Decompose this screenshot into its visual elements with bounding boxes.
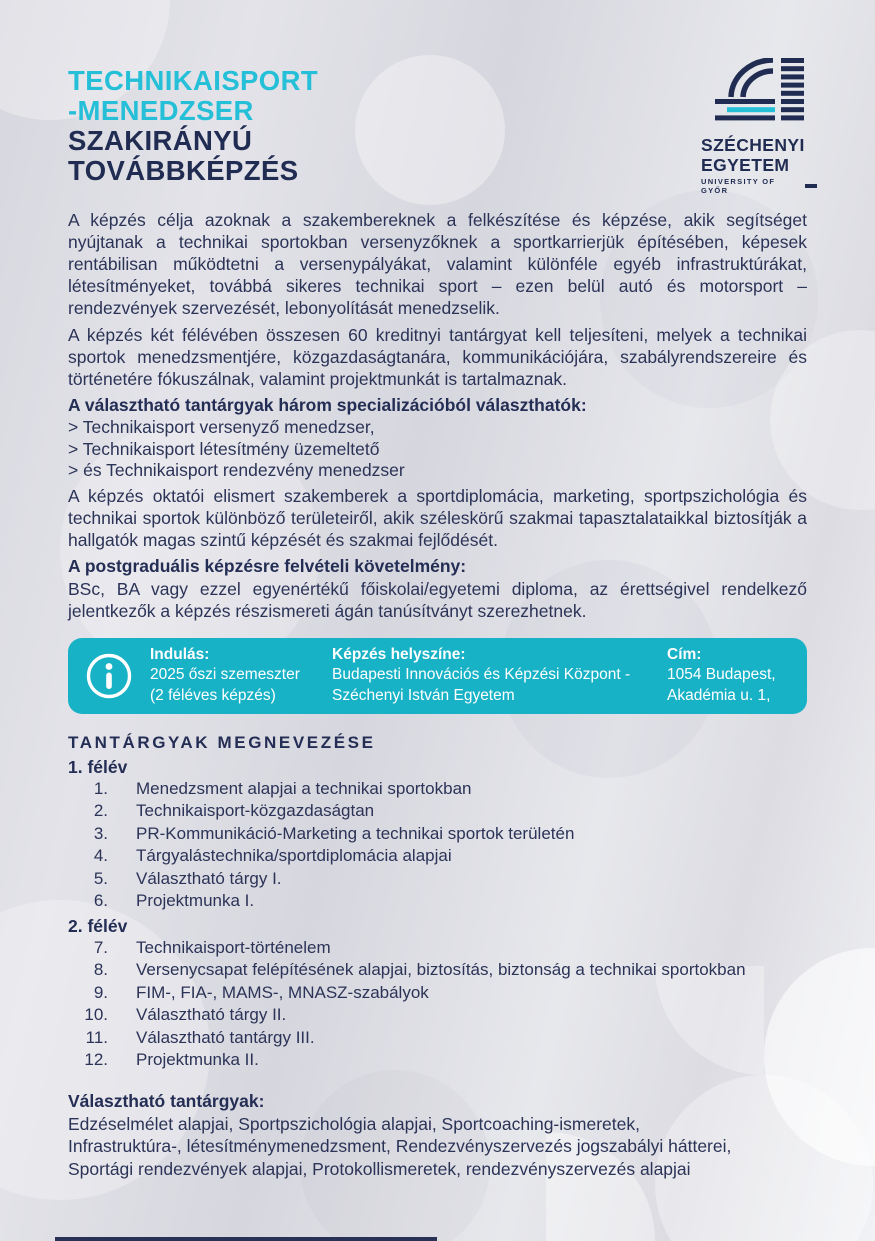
- info-address-line1: 1054 Budapest,: [667, 666, 776, 684]
- subject-title: Választható tantárgy III.: [136, 1027, 315, 1047]
- info-col-start: [150, 645, 332, 707]
- subject-row: [68, 823, 807, 846]
- electives-line: Infrastruktúra-, létesítménymenedzsment, Rendezvényszervezés jogszabályi hátterei,: [68, 1136, 732, 1157]
- subject-title: Projektmunka I.: [136, 891, 255, 910]
- semester-2-label: 2. félév: [68, 915, 128, 936]
- logo-dash: [805, 184, 817, 188]
- subject-title: Projektmunka II.: [136, 1050, 259, 1069]
- specializations-list: [68, 417, 807, 482]
- info-location-line2: Széchenyi István Egyetem: [332, 686, 515, 704]
- info-box: [68, 638, 807, 714]
- logo-subtitle: UNIVERSITY OF GYŐR: [701, 177, 776, 195]
- info-icon: [68, 652, 150, 700]
- electives-list: [68, 1113, 807, 1181]
- university-logo: [701, 58, 817, 195]
- requirements-text: BSc, BA vagy ezzel egyenértékű főiskolai/egyetemi diploma, az érettségivel rendelkező jelentkezők a képzés részismereti ágán tanúsítványt szerezhetnek.: [68, 578, 807, 621]
- subject-number: 9.: [93, 982, 108, 1002]
- info-start-line1: 2025 őszi szemeszter: [150, 666, 300, 684]
- subject-title: Menedzsment alapjai a technikai sportokban: [136, 778, 472, 798]
- info-start-label: Indulás:: [150, 645, 210, 663]
- specialization-item: > Technikaisport létesítmény üzemeltető: [68, 438, 380, 459]
- subject-number: 11.: [85, 1027, 108, 1047]
- subject-row: [68, 1004, 807, 1027]
- subject-number: 3.: [93, 823, 108, 843]
- subject-number: 2.: [93, 801, 108, 820]
- logo-name-line2: EGYETEM: [701, 155, 790, 175]
- subject-title: Választható tárgy II.: [136, 1005, 287, 1024]
- title-line-4: TOVÁBBKÉPZÉS: [68, 155, 299, 186]
- info-icon-glyph: [85, 652, 133, 700]
- title-line-1: TECHNIKAISPORT: [68, 65, 319, 96]
- paragraph-purpose: A képzés célja azoknak a szakembereknek a felkészítése és képzése, akik segítséget nyújtanak a technikai sportokban versenyzőknek a sportkarrierjük építésében, képesek rentábilisan működtetni a versenypályákat, valamint különféle egyéb infrastruktúrákat, létesítményeket, továbbá sikeres technikai sport – ezen belül autó és motorsport – rendezvények szervezését, lebonyolítását menedzselik.: [68, 210, 807, 318]
- page-title: [68, 66, 807, 186]
- paragraph-lecturers: A képzés oktatói elismert szakemberek a sportdiplomácia, marketing, sportpszichológia és technikai sportok különböző területeiről, akik széleskörű szakmai tapasztalataikkal biztosítják a hallgatók magas szintű képzését és szakmai fejlődését.: [68, 485, 807, 550]
- subject-number: 12.: [84, 1050, 108, 1069]
- semester-2-list: [68, 937, 807, 1072]
- subject-number: 1.: [93, 778, 108, 798]
- info-address-label: Cím:: [667, 645, 702, 663]
- semester-1-label: 1. félév: [68, 756, 128, 777]
- paragraph-credits: A képzés két félévében összesen 60 kreditnyi tantárgyat kell teljesíteni, melyek a technikai sportok menedzsmentjére, közgazdaságtanára, kommunikációjára, szabályrendszereire és történetére fókuszálnak, valamint projektmunkát is tartalmaznak.: [68, 325, 807, 389]
- subject-row: [68, 868, 807, 891]
- subject-title: Technikaisport-közgazdaságtan: [136, 801, 375, 820]
- info-col-location: [332, 645, 667, 707]
- subject-row: [68, 800, 807, 823]
- subject-row: [68, 1049, 807, 1072]
- university-logo-icon: [715, 58, 807, 126]
- subject-row: [68, 982, 807, 1005]
- specializations-heading: A választható tantárgyak három specializációból választhatók:: [68, 395, 587, 415]
- electives-line: Sportági rendezvények alapjai, Protokollismeretek, rendezvényszervezés alapjai: [68, 1158, 691, 1179]
- requirements-heading: A postgraduális képzésre felvételi követelmény:: [68, 555, 467, 576]
- bottom-accent-bar: [55, 1237, 437, 1241]
- subject-number: 5.: [93, 868, 108, 888]
- subject-title: Választható tárgy I.: [136, 868, 282, 888]
- subject-row: [68, 959, 807, 982]
- subject-row: [68, 778, 807, 801]
- subject-number: 8.: [93, 960, 108, 979]
- specialization-item: > és Technikaisport rendezvény menedzser: [68, 460, 405, 480]
- info-location-line1: Budapesti Innovációs és Képzési Központ -: [332, 666, 631, 684]
- specialization-item: > Technikaisport versenyző menedzser,: [68, 417, 375, 437]
- subject-title: Versenycsapat felépítésének alapjai, biztosítás, biztonság a technikai sportokban: [136, 960, 746, 979]
- info-col-address: [667, 645, 807, 707]
- subject-title: PR-Kommunikáció-Marketing a technikai sportok területén: [136, 823, 575, 843]
- subjects-heading: TANTÁRGYAK MEGNEVEZÉSE: [68, 732, 376, 752]
- info-start-line2: (2 féléves képzés): [150, 686, 276, 704]
- subject-row: [68, 845, 807, 868]
- subject-title: FIM-, FIA-, MAMS-, MNASZ-szabályok: [136, 982, 429, 1002]
- title-line-3: SZAKIRÁNYÚ: [68, 125, 253, 156]
- subject-row: [68, 937, 807, 960]
- title-line-2: -MENEDZSER: [68, 95, 254, 126]
- subject-row: [68, 1027, 807, 1050]
- info-address-line2: Akadémia u. 1,: [667, 686, 771, 704]
- subject-title: Tárgyalástechnika/sportdiplomácia alapjai: [136, 846, 452, 865]
- subject-title: Technikaisport-történelem: [136, 937, 331, 957]
- subject-number: 4.: [93, 846, 108, 865]
- logo-name-line1: SZÉCHENYI: [701, 135, 805, 155]
- subject-number: 6.: [93, 891, 108, 910]
- subject-number: 7.: [93, 937, 108, 957]
- semester-1-list: [68, 778, 807, 913]
- subject-number: 10.: [84, 1005, 108, 1024]
- info-location-label: Képzés helyszíne:: [332, 645, 466, 663]
- electives-heading: Választható tantárgyak:: [68, 1090, 265, 1111]
- subject-row: [68, 890, 807, 913]
- electives-line: Edzéselmélet alapjai, Sportpszichológia alapjai, Sportcoaching-ismeretek,: [68, 1113, 640, 1134]
